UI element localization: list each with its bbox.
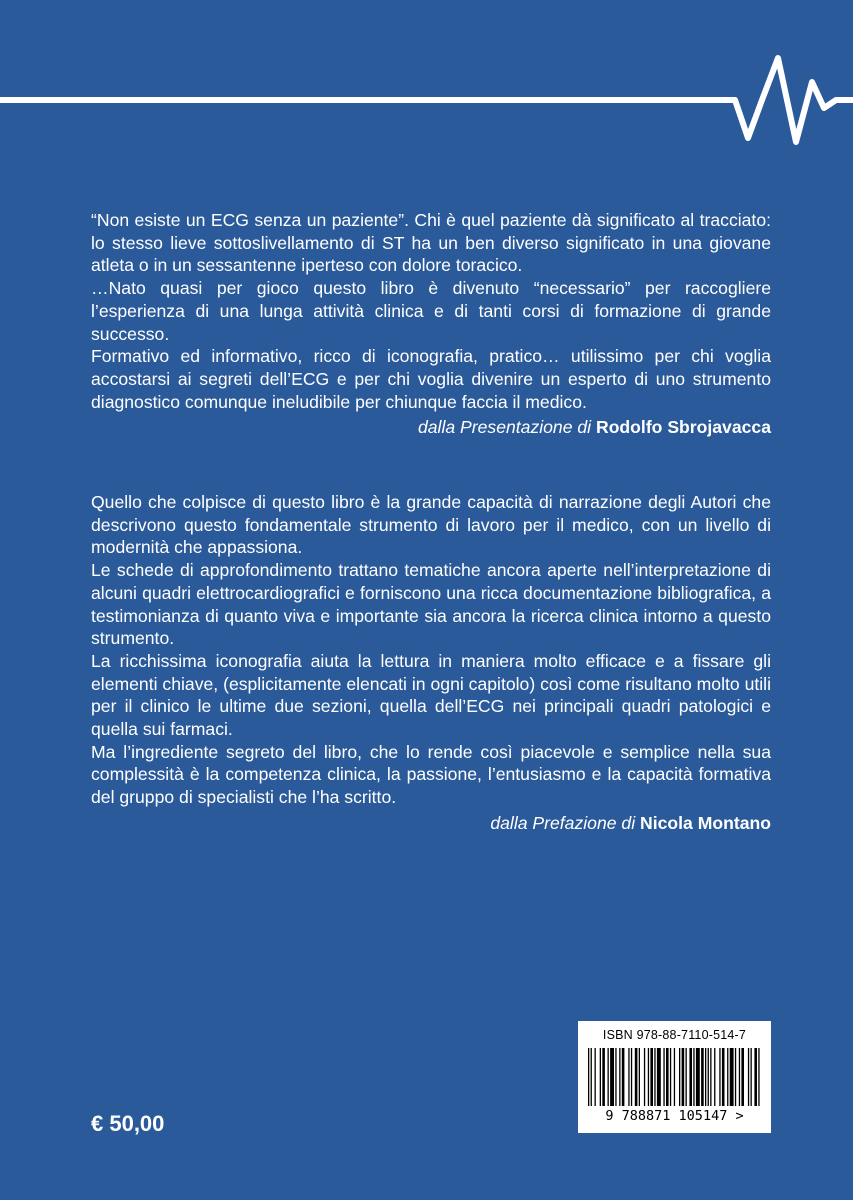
barcode-bar (741, 1048, 744, 1106)
barcode-bar (622, 1048, 625, 1106)
barcode-bar (686, 1048, 687, 1106)
preface-paragraph-3: La ricchissima iconografia aiuta la lettura in maniera molto efficace e a fissare gli elementi chiave, (esplicitamente elencati in ogni capitolo) così come risultano molto utili per il clinico le ultime due sezioni, quella dell’ECG nei principali quadri patologici e quella sui farmaci. (91, 650, 771, 740)
barcode-bar (628, 1048, 629, 1106)
barcode-bar (644, 1048, 645, 1106)
barcode-bar (666, 1048, 669, 1106)
presentation-attribution-name: Rodolfo Sbrojavacca (595, 417, 771, 438)
barcode-bar (748, 1048, 749, 1106)
presentation-paragraph-3: Formativo ed informativo, ricco di iconografia, pratico… utilissimo per chi voglia accostarsi ai segreti dell’ECG e per chi voglia divenire un esperto di uno strumento diagnostico comunque ineludibile per chiunque faccia il medico. (91, 346, 771, 412)
barcode-bar (591, 1048, 592, 1106)
barcode-bar (682, 1048, 685, 1106)
barcode-bar (615, 1048, 616, 1106)
barcode-bar (635, 1048, 638, 1106)
barcode-bar (674, 1048, 675, 1106)
presentation-attribution-prefix: dalla Presentazione di (417, 417, 592, 438)
barcode-bar (714, 1048, 715, 1106)
preface-attribution-name: Nicola Montano (640, 812, 771, 833)
barcode-bar (696, 1048, 700, 1106)
preface-paragraph-2: Le schede di approfondimento trattano tematiche ancora aperte nell’interpretazione di alcuni quadri elettrocardiografici e forniscono una ricca documentazione bibliografica, a testimonianza di quanto viva e importante sia ancora la ricerca clinica intorno a questo strumento. (91, 560, 771, 649)
preface-block (91, 491, 771, 835)
barcode-bar (719, 1048, 720, 1106)
barcode-bar (588, 1048, 589, 1106)
barcode-box (578, 1021, 771, 1133)
presentation-paragraph-2: …Nato quasi per gioco questo libro è divenuto “necessario” per raccogliere l’esperienza di una lunga attività clinica e di tanti corsi di formazione di grande successo. (91, 278, 771, 344)
barcode-bar (727, 1048, 728, 1106)
barcode-bar (631, 1048, 632, 1106)
barcode-bar (735, 1048, 736, 1106)
barcode-bar (654, 1048, 655, 1106)
barcode-bar (701, 1048, 704, 1106)
barcode-bar (650, 1048, 653, 1106)
barcode-bar (610, 1048, 614, 1106)
barcode-bar (705, 1048, 706, 1106)
presentation-paragraph-1: “Non esiste un ECG senza un paziente”. Chi è quel paziente dà significato al tracciato: lo stesso lieve sottoslivellamento di ST ha un ben diverso significato in una giovane atleta o in un sessantenne iperteso con dolore toracico. (91, 210, 771, 276)
barcode-bar (602, 1048, 605, 1106)
barcode-bar (657, 1048, 661, 1106)
barcode-bar (758, 1048, 759, 1106)
ecg-trace-line (0, 50, 853, 160)
barcode-bar (663, 1048, 664, 1106)
barcode-bars (586, 1048, 763, 1108)
isbn-label: ISBN 978-88-7110-514-7 (602, 1028, 747, 1042)
barcode-bar (670, 1048, 671, 1106)
barcode-bar (730, 1048, 734, 1106)
barcode-bar (608, 1048, 609, 1106)
barcode-bar (648, 1048, 649, 1106)
presentation-attribution (91, 416, 771, 439)
barcode-bar (639, 1048, 640, 1106)
barcode-bar (689, 1048, 692, 1106)
barcode-digits: 9 788871 105147 > (605, 1108, 744, 1124)
presentation-block (91, 209, 771, 439)
price-label: € 50,00 (91, 1111, 165, 1136)
preface-paragraph-1: Quello che colpisce di questo libro è la grande capacità di narrazione degli Autori che descrivono questo fondamentale strumento di lavoro per il medico, con un livello di modernità che appassiona. (91, 492, 771, 558)
barcode-bar (754, 1048, 757, 1106)
barcode-bar (619, 1048, 620, 1106)
barcode-bar (679, 1048, 680, 1106)
barcode-bar (722, 1048, 725, 1106)
barcode-bar (739, 1048, 740, 1106)
preface-attribution (91, 812, 771, 835)
preface-attribution-prefix: dalla Prefazione di (490, 812, 636, 833)
barcode-bar (751, 1048, 752, 1106)
barcode-bar (710, 1048, 711, 1106)
barcode-bar (693, 1048, 694, 1106)
barcode-bar (708, 1048, 709, 1106)
barcode-bar (595, 1048, 596, 1106)
preface-paragraph-4: Ma l’ingrediente segreto del libro, che lo rende così piacevole e semplice nella sua complessità è la competenza clinica, la passione, l’entusiasmo e la capacità formativa del gruppo di specialisti che l’ha scritto. (91, 741, 771, 808)
barcode-bar (600, 1048, 601, 1106)
